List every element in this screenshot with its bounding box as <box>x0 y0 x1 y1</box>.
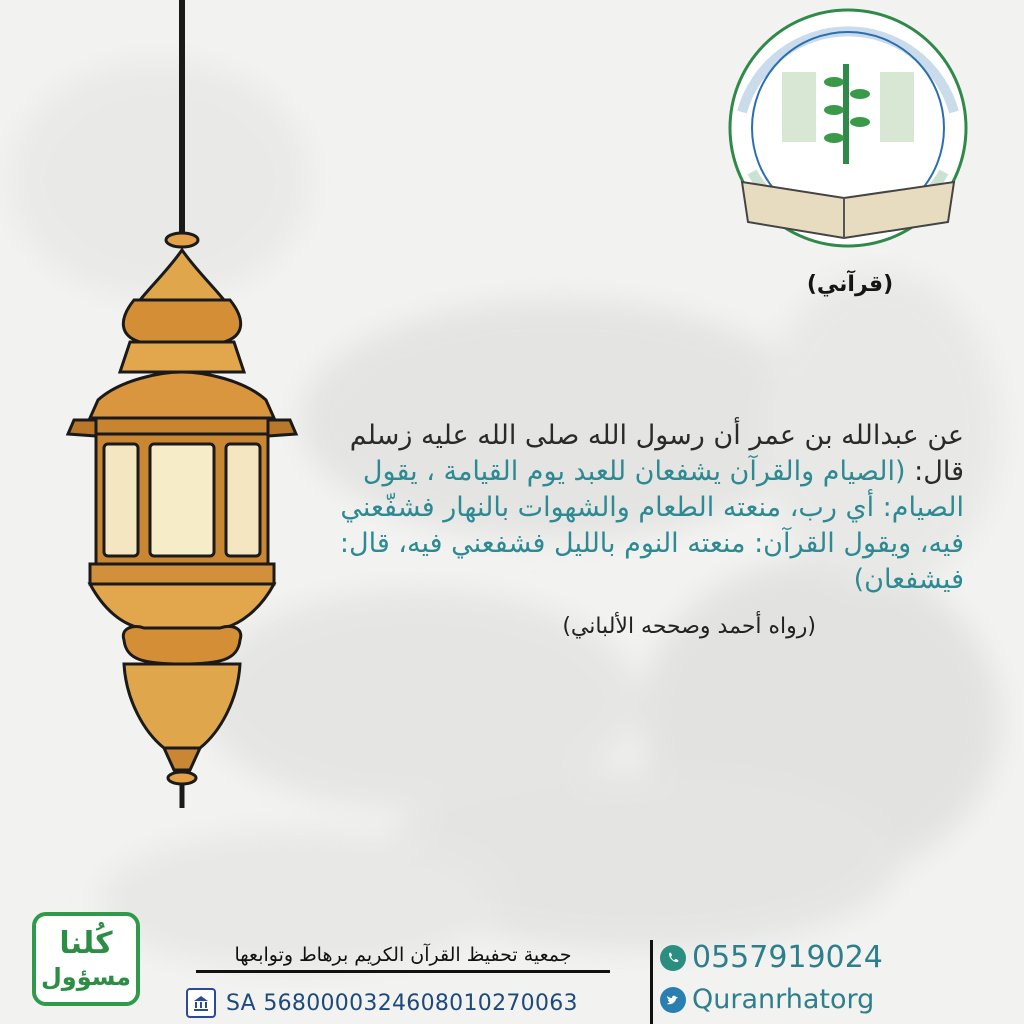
association-logo <box>722 2 974 254</box>
kulna-masool-badge <box>32 912 140 1006</box>
hadith-quote: (الصيام والقرآن يشفعان للعبد يوم القيامة ، يقول الصيام: أي رب، منعته الطعام والشهوات بالنهار فشفّعني فيه، ويقول القرآن: منعته النوم بالليل فشفعني فيه، قال: فيشفعان) <box>339 456 964 595</box>
hadith-text <box>300 418 964 598</box>
twitter-icon <box>660 987 686 1013</box>
phone-number: 0557919024 <box>692 940 883 975</box>
ramadan-lantern <box>60 0 300 820</box>
twitter-contact[interactable] <box>660 984 874 1015</box>
hadith-source: (رواه أحمد وصححه الألباني) <box>562 614 816 639</box>
iban-number: SA 5680000324608010270063 <box>226 990 578 1016</box>
twitter-handle: Quranrhatorg <box>692 984 875 1015</box>
footer-divider <box>650 940 653 1024</box>
whatsapp-icon <box>660 945 686 971</box>
logo-caption: (قرآني) <box>806 272 894 297</box>
badge-line-2: مسؤول <box>40 963 132 991</box>
hadith-intro: عن عبدالله بن عمر أن رسول الله صلى الله عليه زسلم قال: <box>349 420 964 487</box>
organization-name: جمعية تحفيظ القرآن الكريم برهاط وتوابعها <box>196 944 610 973</box>
badge-line-1: كُلنا <box>59 926 113 961</box>
iban-row <box>186 986 578 1020</box>
phone-contact[interactable] <box>660 940 883 975</box>
bank-icon <box>186 988 216 1018</box>
